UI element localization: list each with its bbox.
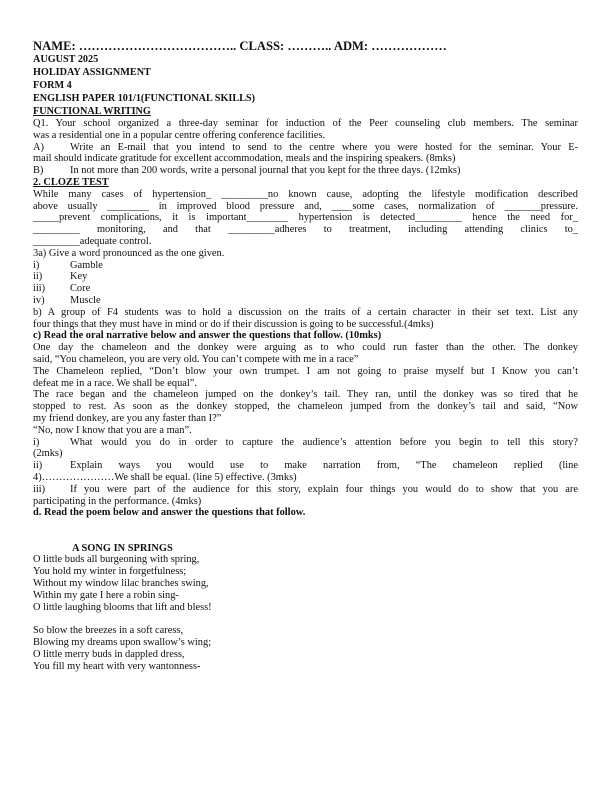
poem-line xyxy=(33,590,578,602)
line-text: Explain ways you would use to make narration from, “The chameleon replied (line xyxy=(70,460,578,472)
line-text: The Chameleon replied, “Don’t blow your own trumpet. I am not going to praise myself but I Know you can’t xyxy=(33,365,578,377)
form-heading xyxy=(33,79,578,92)
item-label: i) xyxy=(33,436,40,448)
line-text: Q1. Your school organized a three-day seminar for induction of the Peer counseling club members. The seminar xyxy=(33,118,578,129)
line-text: (2mks) xyxy=(33,448,63,460)
text-line xyxy=(33,283,578,295)
text-line xyxy=(33,319,578,331)
line-text: above usually ________ in improved blood pressure and, ____some cases, normalization of _______pressure. xyxy=(33,200,578,212)
line-text: You hold my winter in forgetfulness; xyxy=(33,566,187,578)
item-label: i) xyxy=(33,259,40,271)
text-line xyxy=(33,425,578,437)
item-label: ii) xyxy=(33,271,43,283)
line-text: One day the chameleon and the donkey were arguing as to who could run faster than the other. The donkey xyxy=(33,342,578,354)
line-text: _________ monitoring, and that _________adheres to treatment, including attending clinics to_ xyxy=(33,224,578,236)
poem-line xyxy=(33,578,578,590)
line-text: O little laughing blooms that lift and bless! xyxy=(33,601,212,613)
line-text: d. Read the poem below and answer the questions that follow. xyxy=(33,507,306,519)
line-text: While many cases of hypertension_ _________no known cause, adopting the lifestyle modification described xyxy=(33,188,578,200)
line-text: four things that they must have in mind or do if their discussion is going to be successful.(4mks) xyxy=(33,318,434,330)
text-line xyxy=(33,378,578,390)
poem-line xyxy=(33,566,578,578)
text-line xyxy=(33,165,578,177)
line-text: Gamble xyxy=(70,259,103,271)
item-label: A) xyxy=(33,141,44,153)
item-label: iii) xyxy=(33,283,46,295)
line-text: If you were part of the audience for this story, explain four things you would do to show that you are xyxy=(70,483,578,495)
blank-line xyxy=(33,613,578,625)
text-line xyxy=(33,260,578,272)
text-line xyxy=(33,295,578,307)
line-text: FORM 4 xyxy=(33,80,72,91)
poem-line xyxy=(33,554,578,566)
line-text: O little buds all burgeoning with spring, xyxy=(33,554,200,566)
paper-heading xyxy=(33,92,578,105)
line-text: Within my gate I here a robin sing- xyxy=(33,589,179,601)
line-text: HOLIDAY ASSIGNMENT xyxy=(33,67,151,78)
text-line xyxy=(33,472,578,484)
text-line xyxy=(33,130,578,142)
line-text: my friend donkey, are you any faster than I?” xyxy=(33,412,222,424)
text-line xyxy=(33,201,578,213)
line-text: ENGLISH PAPER 101/1(FUNCTIONAL SKILLS) xyxy=(33,93,255,104)
text-line xyxy=(33,118,578,130)
line-text: Core xyxy=(70,283,91,295)
line-text: A SONG IN SPRINGS xyxy=(72,542,173,554)
text-line xyxy=(33,236,578,248)
document-page xyxy=(33,39,578,672)
line-text: _____prevent complications, it is important________ hypertension is detected_________ hence the need for_ xyxy=(33,212,578,224)
line-text: O little merry buds in dappled dress, xyxy=(33,648,185,660)
line-text: _________adequate control. xyxy=(33,235,152,247)
line-text: FUNCTIONAL WRITING xyxy=(33,106,151,117)
text-line xyxy=(33,460,578,472)
line-text: defeat me in a race. We shall be equal”. xyxy=(33,377,197,389)
text-line xyxy=(33,448,578,460)
text-line xyxy=(33,307,578,319)
poem-title xyxy=(33,543,578,555)
line-text: You fill my heart with very wantonness- xyxy=(33,660,201,672)
line-text: 3a) Give a word pronounced as the one given. xyxy=(33,247,225,259)
line-text: In not more than 200 words, write a personal journal that you kept for the three days. (12mks) xyxy=(70,165,461,177)
item-label: B) xyxy=(33,165,44,177)
poem-line xyxy=(33,625,578,637)
line-text: mail should indicate gratitude for excellent accommodation, meals and the inspiring speakers. (8mks) xyxy=(33,153,456,165)
text-line xyxy=(33,496,578,508)
line-text: So blow the breezes in a soft caress, xyxy=(33,625,184,637)
poem-line xyxy=(33,637,578,649)
line-text: Write an E-mail that you intend to send to the centre where you were hosted for the seminar. Your E- xyxy=(70,141,578,153)
section-heading xyxy=(33,177,578,189)
question-heading xyxy=(33,507,578,519)
item-label: iv) xyxy=(33,294,45,306)
text-line xyxy=(33,189,578,201)
line-text: 4)…………………We shall be equal. (line 5) effective. (3mks) xyxy=(33,471,297,483)
line-text: 2. CLOZE TEST xyxy=(33,176,109,188)
line-text: said, “You chameleon, you are very old. You can’t compete with me in a race” xyxy=(33,353,359,365)
section-heading xyxy=(33,105,578,118)
line-text: NAME: ……………………………….. CLASS: ……….. ADM: ……………… xyxy=(33,39,447,53)
text-line xyxy=(33,484,578,496)
text-line xyxy=(33,142,578,154)
line-text: b) A group of F4 students was to hold a discussion on the traits of a certain character in their set text. List any xyxy=(33,306,578,318)
assignment-heading xyxy=(33,66,578,79)
line-text: The race began and the chameleon jumped on the donkey’s tail. They ran, until the donkey was so tired that he xyxy=(33,389,578,401)
line-text: “No, now I know that you are a man”. xyxy=(33,424,192,436)
line-text: AUGUST 2025 xyxy=(33,54,99,65)
text-line xyxy=(33,354,578,366)
question-heading xyxy=(33,330,578,342)
poem-line xyxy=(33,602,578,614)
poem-line xyxy=(33,649,578,661)
text-line xyxy=(33,271,578,283)
line-text: participating in the performance. (4mks) xyxy=(33,495,202,507)
line-text: Blowing my dreams upon swallow’s wing; xyxy=(33,637,212,649)
text-line xyxy=(33,248,578,260)
date-heading xyxy=(33,53,578,66)
text-line xyxy=(33,212,578,224)
text-line xyxy=(33,389,578,401)
student-details-line xyxy=(33,39,578,53)
line-text: Muscle xyxy=(70,294,101,306)
line-text: stopped to rest. As soon as the donkey stopped, the chameleon jumped from the donkey’s tail and said, “Now xyxy=(33,401,578,413)
text-line xyxy=(33,153,578,165)
text-line xyxy=(33,401,578,413)
item-label: ii) xyxy=(33,460,43,472)
line-text: was a residential one in a popular centre offering conference facilities. xyxy=(33,129,326,141)
text-line xyxy=(33,342,578,354)
text-line xyxy=(33,224,578,236)
line-text: c) Read the oral narrative below and answer the questions that follow. (10mks) xyxy=(33,330,382,342)
text-line xyxy=(33,437,578,449)
line-text: Without my window lilac branches swing, xyxy=(33,578,209,590)
item-label: iii) xyxy=(33,483,46,495)
line-text: Key xyxy=(70,271,88,283)
line-text: What would you do in order to capture the audience’s attention before you begin to tell this story? xyxy=(70,436,578,448)
blank-line xyxy=(33,519,578,531)
text-line xyxy=(33,366,578,378)
poem-line xyxy=(33,661,578,673)
text-line xyxy=(33,413,578,425)
blank-line xyxy=(33,531,578,543)
